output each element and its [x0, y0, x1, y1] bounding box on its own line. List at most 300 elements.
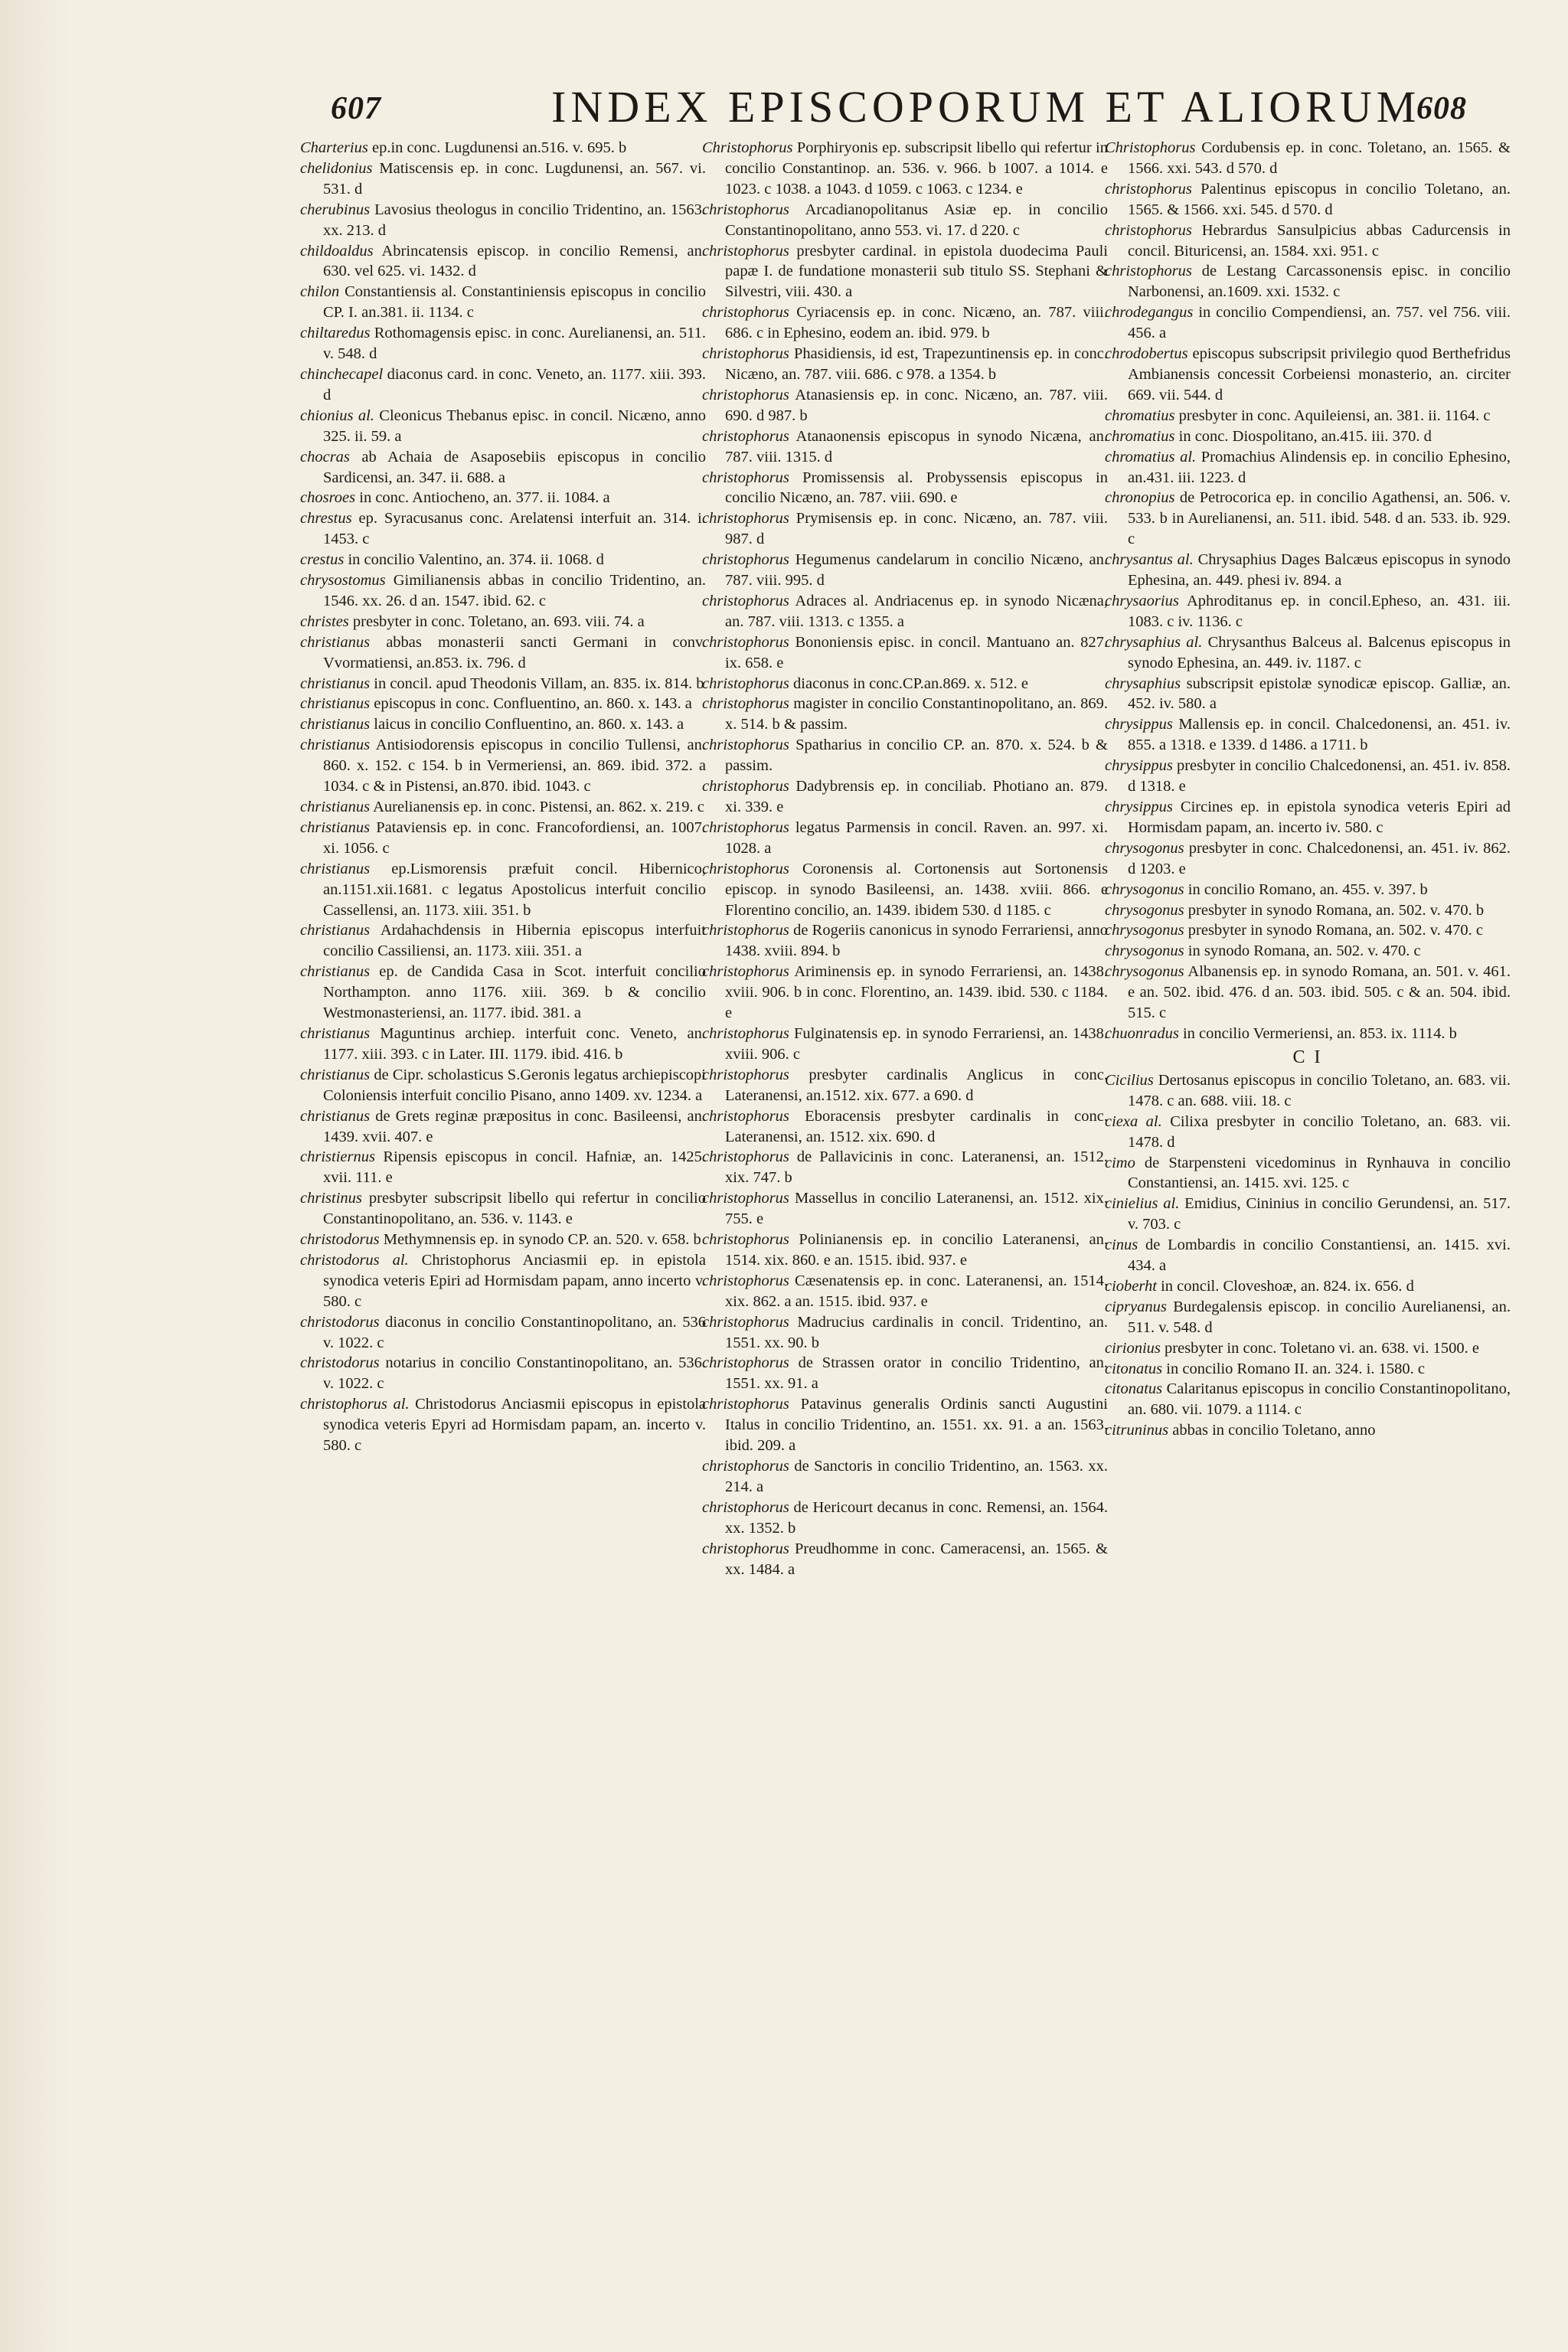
entry-name: christophorus — [702, 551, 789, 569]
index-entry — [1105, 447, 1511, 488]
entry-name: chrysostomus — [300, 572, 386, 590]
entry-text: presbyter in conc. Aquileiensi, an. 381. ii. 1164. c — [1174, 407, 1491, 424]
index-entry — [702, 550, 1108, 591]
entry-name: christianus — [300, 922, 371, 939]
entry-text: de Lombardis in concilio Constantiensi, an. 1415. xvi. 434. a — [1128, 1236, 1511, 1275]
entry-name: chrysantus al. — [1105, 551, 1194, 569]
entry-text: Methymnensis ep. in synodo CP. an. 520. v. 658. b — [379, 1231, 701, 1249]
entry-name: christophorus — [702, 469, 789, 486]
entry-name: citonatus — [1105, 1360, 1163, 1377]
index-entry — [702, 632, 1108, 674]
entry-text: subscripsit epistolæ synodicæ episcop. Galliæ, an. 452. iv. 580. a — [1128, 675, 1511, 713]
entry-name: crestus — [300, 551, 345, 569]
index-entry — [1105, 550, 1511, 591]
entry-name: christophorus — [702, 963, 789, 981]
index-entry — [300, 570, 706, 612]
entry-name: chocras — [300, 448, 350, 466]
entry-text: episcopus subscripsit privilegio quod Berthefridus Ambianensis concessit Corbeiensi monasterio, an. circiter 669. vii. 544. d — [1128, 345, 1511, 403]
entry-text: legatus Parmensis in concil. Raven. an. 997. xi. 1028. a — [725, 818, 1108, 857]
index-entry — [1105, 900, 1511, 921]
index-entry — [1105, 406, 1511, 426]
index-entry — [1105, 838, 1511, 880]
entry-name: cioberht — [1105, 1277, 1157, 1295]
index-entry — [300, 694, 706, 714]
entry-text: in concil. Cloveshoæ, an. 824. ix. 656. d — [1156, 1277, 1414, 1295]
entry-text: Dertosanus episcopus in concilio Toletano, an. 683. vii. 1478. c an. 688. viii. 18. c — [1128, 1071, 1511, 1109]
entry-name: chrysogonus — [1105, 880, 1184, 898]
entry-text: Ardahachdensis in Hibernia episcopus interfuit concilio Cassiliensi, an. 1173. xiii. 351. a — [323, 922, 706, 960]
page-number-right: 608 — [1416, 91, 1467, 126]
entry-text: in concilio Compendiensi, an. 757. vel 756. viii. 456. a — [1128, 304, 1511, 342]
entry-name: chrysippus — [1105, 716, 1173, 733]
index-entry — [1105, 261, 1511, 302]
entry-name: cherubinus — [300, 201, 371, 218]
entry-name: chrodobertus — [1105, 345, 1188, 363]
entry-text: Christophorus Anciasmii ep. in epistola synodica veteris Epiri ad Hormisdam papam, anno incerto v. 580. c — [323, 1251, 706, 1310]
entry-text: Cyriacensis ep. in conc. Nicæno, an. 787. viii. 686. c in Ephesino, eodem an. ibid. 979. b — [725, 304, 1108, 342]
entry-name: christiernus — [300, 1148, 375, 1166]
entry-text: de Lestang Carcassonensis episc. in concilio Narbonensi, an.1609. xxi. 1532. c — [1128, 263, 1511, 301]
index-entry — [300, 632, 706, 674]
index-entry — [702, 591, 1108, 632]
entry-name: chiltaredus — [300, 325, 371, 342]
index-entry — [300, 323, 706, 364]
entry-text: Ariminensis ep. in synodo Ferrariensi, an. 1438. xviii. 906. b in conc. Florentino, an. 1439. ibid. 530. c 1184. e — [725, 963, 1108, 1022]
index-entry — [702, 859, 1108, 921]
entry-text: ab Achaia de Asaposebiis episcopus in concilio Sardicensi, an. 347. ii. 688. a — [323, 448, 706, 486]
entry-text: Burdegalensis episcop. in concilio Aurelianensi, an. 511. v. 548. d — [1128, 1298, 1511, 1336]
entry-name: Christophorus — [702, 139, 793, 156]
index-entry — [1105, 674, 1511, 715]
entry-name: christianus — [300, 675, 371, 692]
entry-text: Pataviensis ep. in conc. Francofordiensi, an. 1007. xi. 1056. c — [323, 818, 706, 857]
entry-text: presbyter in concilio Chalcedonensi, an. 451. iv. 858. d 1318. e — [1128, 757, 1511, 795]
index-entry — [1105, 962, 1511, 1024]
index-entry — [1105, 1070, 1511, 1112]
entry-text: de Cipr. scholasticus S.Geronis legatus archiepiscopi Coloniensis interfuit concilio Pisano, anno 1409. xv. 1234. a — [323, 1066, 706, 1104]
entry-text: Phasidiensis, id est, Trapezuntinensis ep. in conc. Nicæno, an. 787. viii. 686. c 978. a 1354. b — [725, 345, 1108, 383]
entry-name: christophorus — [702, 1231, 789, 1249]
entry-name: chronopius — [1105, 489, 1175, 507]
section-heading: C I — [1292, 1047, 1323, 1067]
entry-text: abbas in concilio Toletano, anno — [1168, 1422, 1376, 1439]
index-entry — [1105, 1379, 1511, 1420]
index-entry — [702, 1230, 1108, 1271]
index-entry — [702, 962, 1108, 1024]
entry-text: in conc. Antiocheno, an. 377. ii. 1084. a — [355, 489, 610, 507]
entry-text: Atanasiensis ep. in conc. Nicæno, an. 787. viii. 690. d 987. b — [725, 386, 1108, 424]
entry-text: in synodo Romana, an. 502. v. 470. c — [1184, 942, 1421, 960]
entry-name: chrysogonus — [1105, 839, 1184, 857]
entry-name: Christophorus — [1105, 139, 1196, 156]
entry-text: de Petrocorica ep. in concilio Agathensi, an. 506. v. 533. b in Aurelianensi, an. 511. ibid. 548. d an. 533. ib. 929. c — [1128, 489, 1511, 548]
entry-name: chromatius — [1105, 407, 1175, 424]
entry-name: christophorus — [702, 1458, 789, 1475]
entry-text: ep. Syracusanus conc. Arelatensi interfuit an. 314. i. 1453. c — [323, 510, 706, 548]
entry-name: chromatius al. — [1105, 448, 1197, 466]
index-entry — [702, 735, 1108, 776]
index-entry — [300, 735, 706, 797]
entry-name: christophorus — [702, 633, 789, 651]
index-entry — [702, 818, 1108, 859]
index-entry — [300, 1024, 706, 1065]
index-entry — [1105, 714, 1511, 756]
entry-name: christophorus — [1105, 221, 1192, 239]
index-entry — [1105, 1153, 1511, 1194]
index-entry — [1105, 426, 1511, 447]
index-entry — [1105, 1276, 1511, 1297]
index-entry — [300, 1394, 706, 1456]
page-title: INDEX EPISCOPORUM ET ALIORUM — [551, 82, 1421, 132]
entry-name: christophorus — [702, 860, 789, 877]
entry-name: christophorus — [702, 1272, 789, 1289]
entry-text: de Pallavicinis in conc. Lateranensi, an. 1512. xix. 747. b — [725, 1148, 1108, 1187]
index-entry — [702, 1106, 1108, 1148]
index-entry — [702, 1188, 1108, 1230]
entry-name: cimo — [1105, 1154, 1135, 1171]
entry-name: christianus — [300, 1024, 371, 1042]
entry-name: christophorus — [702, 1148, 789, 1166]
entry-text: episcopus in conc. Confluentino, an. 860. x. 143. a — [370, 695, 692, 713]
index-entry — [300, 714, 706, 735]
entry-text: Calaritanus episcopus in concilio Constantinopolitano, an. 680. vii. 1079. a 1114. c — [1128, 1380, 1511, 1419]
entry-text: Patavinus generalis Ordinis sancti Augustini Italus in concilio Tridentino, an. 1551. xx. 91. a an. 1563. ibid. 209. a — [725, 1396, 1108, 1455]
entry-name: christianus — [300, 716, 371, 733]
entry-name: christophorus — [702, 1066, 789, 1083]
index-entry — [300, 1312, 706, 1354]
index-entry — [702, 426, 1108, 468]
index-entry — [702, 1147, 1108, 1188]
index-entry — [300, 818, 706, 859]
index-entry — [300, 550, 706, 570]
index-column-3 — [1105, 138, 1511, 1441]
entry-text: presbyter in conc. Toletano vi. an. 638. vi. 1500. e — [1160, 1339, 1479, 1357]
entry-name: christophorus — [702, 737, 789, 754]
entry-text: abbas monasterii sancti Germani in conv. Vvormatiensi, an.853. ix. 796. d — [323, 633, 706, 671]
index-entry — [702, 694, 1108, 735]
entry-name: chosroes — [300, 489, 356, 507]
index-entry — [1105, 1420, 1511, 1441]
index-entry — [1105, 1194, 1511, 1235]
index-entry — [1105, 632, 1511, 674]
entry-name: citonatus — [1105, 1380, 1163, 1398]
entry-text: de Sanctoris in concilio Tridentino, an. 1563. xx. 214. a — [725, 1458, 1108, 1495]
index-entry — [702, 1024, 1108, 1065]
index-entry — [702, 1065, 1108, 1106]
index-entry — [300, 406, 706, 447]
index-columns — [0, 138, 1568, 2328]
entry-text: in concilio Valentino, an. 374. ii. 1068. d — [344, 551, 604, 569]
entry-name: christophorus — [702, 345, 789, 363]
entry-name: christianus — [300, 633, 371, 651]
entry-text: Madrucius cardinalis in concil. Tridentino, an. 1551. xx. 90. b — [725, 1313, 1108, 1351]
entry-name: chelidonius — [300, 159, 373, 177]
entry-name: christianus — [300, 818, 371, 836]
index-entry — [1105, 220, 1511, 262]
index-column-1 — [300, 138, 706, 1456]
index-entry — [300, 920, 706, 962]
index-entry — [1105, 1359, 1511, 1380]
entry-name: chrysippus — [1105, 757, 1173, 775]
entry-text: Albanensis ep. in synodo Romana, an. 501. v. 461. e an. 502. ibid. 476. d an. 503. ibid. 505. c & an. 504. ibid. 515. c — [1128, 963, 1511, 1022]
entry-name: christophorus — [702, 1190, 789, 1207]
index-entry — [300, 508, 706, 550]
index-entry — [702, 1456, 1108, 1498]
entry-text: Emidius, Cininius in concilio Gerundensi, an. 517. v. 703. c — [1128, 1195, 1511, 1233]
index-entry — [1105, 302, 1511, 344]
entry-name: christodorus — [300, 1354, 380, 1372]
index-entry — [300, 1353, 706, 1394]
index-entry — [1105, 179, 1511, 220]
entry-name: christophorus — [702, 778, 789, 795]
index-entry — [702, 468, 1108, 509]
index-entry — [702, 1394, 1108, 1456]
entry-text: Porphiryonis ep. subscripsit libello qui refertur in concilio Constantinop. an. 536. v. 966. b 1007. a 1014. e 1023. c 1038. a 1043. d 1059. c 1063. c 1234. e — [725, 139, 1108, 198]
entry-name: christianus — [300, 963, 371, 981]
index-entry — [300, 447, 706, 488]
index-entry — [300, 674, 706, 694]
entry-text: Matiscensis ep. in conc. Lugdunensi, an. 567. vi. 531. d — [323, 159, 706, 198]
entry-text: presbyter in synodo Romana, an. 502. v. 470. b — [1184, 901, 1485, 919]
entry-text: Christodorus Anciasmii episcopus in epistola synodica veteris Epyri ad Hormisdam papam, an. incerto v. 580. c — [323, 1396, 706, 1455]
index-entry — [300, 1065, 706, 1106]
entry-name: Charterius — [300, 139, 368, 156]
entry-name: chrestus — [300, 510, 352, 528]
entry-name: chrodegangus — [1105, 304, 1194, 322]
entry-name: christophorus — [702, 1540, 789, 1557]
entry-name: christophorus — [702, 242, 789, 260]
entry-text: Prymisensis ep. in conc. Nicæno, an. 787. viii. 987. d — [725, 510, 1108, 548]
entry-text: Circines ep. in epistola synodica veteris Epiri ad Hormisdam papam, an. incerto iv. 580. c — [1128, 799, 1511, 836]
entry-name: chilon — [300, 283, 340, 301]
index-entry — [300, 138, 706, 158]
entry-text: Polinianensis ep. in concilio Lateranensi, an. 1514. xix. 860. e an. 1515. ibid. 937. e — [725, 1231, 1108, 1269]
entry-text: Cilixa presbyter in concilio Toletano, an. 683. vii. 1478. d — [1128, 1112, 1511, 1151]
entry-name: chrysogonus — [1105, 922, 1184, 939]
entry-name: christophorus — [702, 1024, 789, 1042]
index-entry — [702, 302, 1108, 344]
entry-text: ep.Lismorensis præfuit concil. Hibernico, an.1151.xii.1681. c legatus Apostolicus interfuit concilio Cassellensi, an. 1173. xiii. 351. b — [323, 860, 706, 919]
index-entry — [300, 1147, 706, 1188]
entry-name: christophorus — [702, 818, 789, 836]
entry-text: Cordubensis ep. in conc. Toletano, an. 1565. & 1566. xxi. 543. d 570. d — [1128, 139, 1511, 177]
entry-text: Promissensis al. Probyssensis episcopus in concilio Nicæno, an. 787. viii. 690. e — [725, 469, 1108, 507]
entry-text: Bononiensis episc. in concil. Mantuano an. 827. ix. 658. e — [725, 633, 1108, 671]
entry-text: in concil. apud Theodonis Villam, an. 835. ix. 814. b — [370, 675, 704, 692]
entry-text: de Rogeriis canonicus in synodo Ferrariensi, anno 1438. xviii. 894. b — [725, 922, 1108, 960]
entry-text: diaconus in concilio Constantinopolitano, an. 536 v. 1022. c — [323, 1313, 706, 1351]
entry-text: Rothomagensis episc. in conc. Aurelianensi, an. 511. v. 548. d — [323, 325, 706, 363]
entry-name: christianus — [300, 799, 371, 815]
entry-text: de Hericourt decanus in conc. Remensi, an. 1564. xx. 1352. b — [725, 1498, 1108, 1537]
index-entry — [1105, 1297, 1511, 1338]
entry-text: Coronensis al. Cortonensis aut Sortonensis episcop. in synodo Basileensi, an. 1438. xviii. 866. e Florentino concilio, an. 1439. ibidem 530. d 1185. c — [725, 860, 1108, 919]
index-entry — [300, 241, 706, 283]
entry-name: christophorus — [702, 675, 789, 692]
index-entry — [702, 1353, 1108, 1394]
entry-name: chuonradus — [1105, 1024, 1179, 1042]
entry-name: christodorus al. — [300, 1251, 409, 1269]
entry-name: chrysogonus — [1105, 901, 1184, 919]
index-entry — [1105, 1235, 1511, 1276]
entry-name: chrysaphius — [1105, 675, 1181, 692]
entry-text: magister in concilio Constantinopolitano, an. 869. x. 514. b & passim. — [725, 695, 1108, 733]
entry-name: christophorus — [1105, 263, 1192, 280]
index-entry — [702, 1498, 1108, 1539]
index-entry — [1105, 1112, 1511, 1153]
entry-name: christophorus — [702, 1396, 789, 1413]
index-entry — [702, 385, 1108, 426]
entry-text: diaconus in conc.CP.an.869. x. 512. e — [789, 675, 1028, 692]
entry-name: chrysaphius al. — [1105, 633, 1203, 651]
index-entry — [300, 1230, 706, 1250]
index-entry — [1105, 1024, 1511, 1044]
entry-name: christianus — [300, 695, 371, 713]
index-column-2 — [702, 138, 1108, 1579]
index-entry — [300, 1106, 706, 1148]
entry-name: christinus — [300, 1190, 362, 1207]
index-entry — [1105, 880, 1511, 900]
index-entry — [300, 488, 706, 508]
entry-text: Lavosius theologus in concilio Tridentino, an. 1563. xx. 213. d — [323, 201, 706, 239]
index-entry — [300, 200, 706, 241]
index-entry — [702, 776, 1108, 818]
entry-text: ep.in conc. Lugdunensi an.516. v. 695. b — [368, 139, 627, 156]
entry-text: in concilio Vermeriensi, an. 853. ix. 1114. b — [1178, 1024, 1457, 1042]
entry-name: cipryanus — [1105, 1298, 1167, 1315]
entry-name: chrysogonus — [1105, 942, 1184, 960]
entry-text: Constantiensis al. Constantiniensis episcopus in concilio CP. I. an.381. ii. 1134. c — [323, 283, 706, 322]
entry-text: in concilio Romano II. an. 324. i. 1580. c — [1162, 1360, 1425, 1377]
index-entry — [1105, 1338, 1511, 1359]
entry-text: Massellus in concilio Lateranensi, an. 1512. xix. 755. e — [725, 1190, 1108, 1228]
index-entry — [702, 508, 1108, 550]
index-entry — [1105, 797, 1511, 838]
entry-name: Cicilius — [1105, 1071, 1154, 1089]
entry-name: christophorus — [702, 510, 789, 528]
entry-text: Dadybrensis ep. in conciliab. Photiano an. 879. xi. 339. e — [725, 778, 1108, 815]
index-entry — [300, 158, 706, 200]
index-entry — [300, 797, 706, 818]
entry-name: chrysaorius — [1105, 592, 1179, 609]
entry-name: christophorus — [702, 1498, 789, 1516]
index-entry — [300, 859, 706, 921]
entry-text: in concilio Romano, an. 455. v. 397. b — [1184, 880, 1428, 898]
entry-name: christophorus — [702, 592, 789, 609]
index-entry — [702, 920, 1108, 962]
entry-text: Aphroditanus ep. in concil.Epheso, an. 431. iii. 1083. c iv. 1136. c — [1128, 592, 1511, 630]
entry-name: christianus — [300, 737, 371, 754]
entry-text: ep. de Candida Casa in Scot. interfuit concilio Northampton. anno 1176. xiii. 369. b & concilio Westmonasteriensi, an. 1177. ibid. 381. a — [323, 963, 706, 1022]
index-entry — [300, 612, 706, 632]
entry-name: ciexa al. — [1105, 1112, 1162, 1130]
entry-text: Chrysaphius Dages Balcæus episcopus in synodo Ephesina, an. 449. phesi iv. 894. a — [1128, 551, 1511, 590]
entry-text: presbyter subscripsit libello qui refertur in concilio Constantinopolitano, an. 536. v. 1143. e — [323, 1190, 706, 1228]
entry-name: childoaldus — [300, 242, 374, 260]
entry-name: christodorus — [300, 1231, 380, 1249]
entry-text: Maguntinus archiep. interfuit conc. Veneto, an. 1177. xiii. 393. c in Later. III. 1179. ibid. 416. b — [323, 1024, 706, 1063]
entry-text: Spatharius in concilio CP. an. 870. x. 524. b & passim. — [725, 737, 1108, 775]
index-entry — [300, 282, 706, 323]
entry-text: presbyter cardinalis Anglicus in conc. Lateranensi, an.1512. xix. 677. a 690. d — [725, 1066, 1108, 1104]
entry-text: Atanaonensis episcopus in synodo Nicæna, an. 787. viii. 1315. d — [725, 427, 1108, 466]
entry-text: de Grets reginæ præpositus in conc. Basileensi, an. 1439. xvii. 407. e — [323, 1107, 706, 1145]
entry-text: Chrysanthus Balceus al. Balcenus episcopus in synodo Ephesina, an. 449. iv. 1187. c — [1128, 633, 1511, 671]
entry-text: Hegumenus candelarum in concilio Nicæno, an. 787. viii. 995. d — [725, 551, 1108, 590]
entry-text: Antisiodorensis episcopus in concilio Tullensi, an. 860. x. 152. c 154. b in Vermeriensi, an. 869. ibid. 372. a 1034. c & in Pistensi, an.870. ibid. 1043. c — [323, 737, 706, 795]
entry-text: presbyter cardinal. in epistola duodecima Pauli papæ I. de fundatione monasterii sub titulo SS. Stephani & Silvestri, viii. 430. a — [725, 242, 1108, 301]
entry-text: Arcadianopolitanus Asiæ ep. in concilio Constantinopolitano, anno 553. vi. 17. d 220. c — [725, 201, 1108, 239]
index-entry — [300, 962, 706, 1024]
entry-text: Fulginatensis ep. in synodo Ferrariensi, an. 1438. xviii. 906. c — [725, 1024, 1108, 1063]
entry-text: Cæsenatensis ep. in conc. Lateranensi, an. 1514. xix. 862. a an. 1515. ibid. 937. e — [725, 1272, 1108, 1310]
index-entry — [1105, 756, 1511, 797]
entry-text: Hebrardus Sansulpicius abbas Cadurcensis in concil. Bituricensi, an. 1584. xxi. 951. c — [1128, 221, 1511, 260]
index-entry — [702, 138, 1108, 200]
entry-text: presbyter in conc. Chalcedonensi, an. 451. iv. 862. d 1203. e — [1128, 839, 1511, 877]
entry-name: christophorus — [702, 1107, 789, 1125]
entry-name: christophorus — [702, 304, 789, 322]
entry-name: christophorus — [702, 1313, 789, 1331]
entry-text: in conc. Diospolitano, an.415. iii. 370. d — [1174, 427, 1432, 445]
entry-text: Gimilianensis abbas in concilio Tridentino, an. 1546. xx. 26. d an. 1547. ibid. 62. c — [323, 572, 706, 609]
entry-name: christophorus — [702, 1354, 789, 1372]
index-entry — [300, 364, 706, 406]
index-entry — [1105, 591, 1511, 632]
entry-text: de Strassen orator in concilio Tridentino, an. 1551. xx. 91. a — [725, 1354, 1108, 1393]
index-entry — [300, 1188, 706, 1230]
index-entry — [1105, 138, 1511, 179]
index-entry — [702, 1312, 1108, 1354]
index-entry — [300, 1250, 706, 1312]
index-entry — [702, 200, 1108, 241]
entry-text: Adraces al. Andriacenus ep. in synodo Nicæna, an. 787. viii. 1313. c 1355. a — [725, 592, 1108, 630]
entry-name: chromatius — [1105, 427, 1175, 445]
entry-text: Promachius Alindensis ep. in concilio Ephesino, an.431. iii. 1223. d — [1128, 448, 1511, 486]
index-entry — [702, 674, 1108, 694]
entry-text: Abrincatensis episcop. in concilio Remensi, an. 630. vel 625. vi. 1432. d — [323, 242, 706, 280]
entry-name: christes — [300, 612, 349, 630]
entry-name: christianus — [300, 1107, 371, 1125]
entry-name: christophorus — [1105, 180, 1192, 198]
entry-name: christophorus — [702, 427, 789, 445]
index-entry — [1105, 941, 1511, 962]
index-entry — [702, 1271, 1108, 1312]
entry-text: de Starpensteni vicedominus in Rynhauva in concilio Constantiensi, an. 1415. xvi. 125. c — [1128, 1154, 1511, 1192]
entry-name: christodorus — [300, 1313, 380, 1331]
entry-text: Cleonicus Thebanus episc. in concil. Nicæno, anno 325. ii. 59. a — [323, 407, 706, 445]
entry-text: Ripensis episcopus in concil. Hafniæ, an. 1425. xvii. 111. e — [323, 1148, 706, 1187]
entry-name: chrysogonus — [1105, 963, 1184, 981]
entry-text: notarius in concilio Constantinopolitano, an. 536. v. 1022. c — [323, 1354, 706, 1393]
entry-name: christianus — [300, 1066, 371, 1083]
entry-name: christophorus — [702, 201, 789, 218]
entry-text: Palentinus episcopus in concilio Toletano, an. 1565. & 1566. xxi. 545. d 570. d — [1128, 180, 1511, 218]
entry-name: christophorus — [702, 695, 789, 713]
entry-name: chrysippus — [1105, 799, 1173, 815]
entry-name: cinielius al. — [1105, 1195, 1180, 1213]
entry-name: christianus — [300, 860, 371, 877]
entry-name: chionius al. — [300, 407, 374, 424]
entry-name: cinus — [1105, 1236, 1138, 1254]
index-entry — [702, 1539, 1108, 1580]
entry-text: presbyter in conc. Toletano, an. 693. viii. 74. a — [348, 612, 645, 630]
entry-text: Eboracensis presbyter cardinalis in conc. Lateranensi, an. 1512. xix. 690. d — [725, 1107, 1108, 1145]
entry-name: christophorus al. — [300, 1396, 410, 1413]
entry-name: cirionius — [1105, 1339, 1161, 1357]
page-header — [0, 74, 1568, 142]
index-entry — [1105, 488, 1511, 550]
